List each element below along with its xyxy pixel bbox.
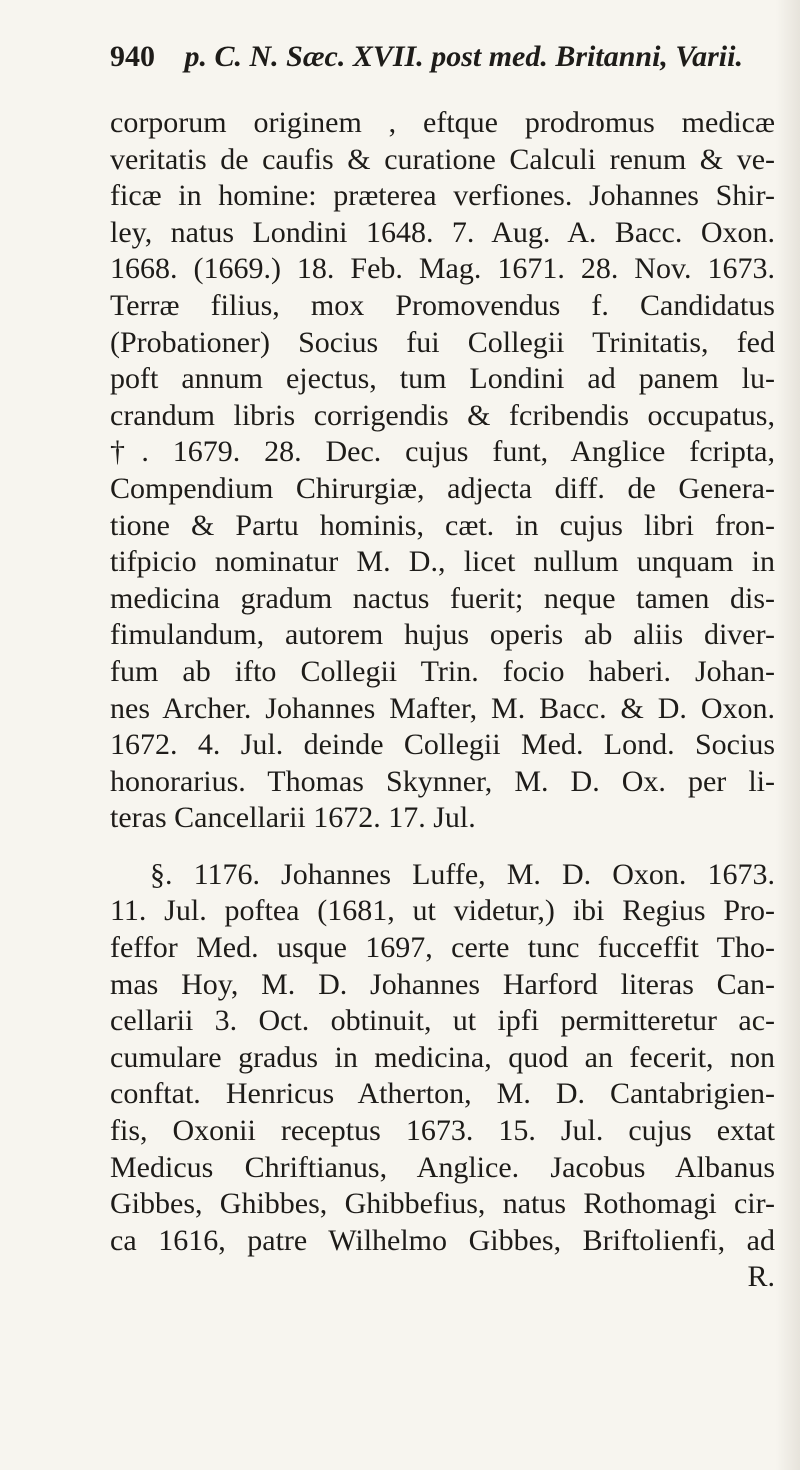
page-header bbox=[110, 40, 770, 74]
text-line: 1668. (1669.) 18. Feb. Mag. 1671. 28. Nov. 1673. bbox=[110, 252, 775, 286]
text-line: †. 1679. 28. Dec. cujus funt, Anglice fcripta, bbox=[110, 435, 775, 469]
text-line: cumulare gradus in medicina, quod an fecerit, non bbox=[110, 1040, 775, 1074]
paragraph-gap bbox=[110, 837, 775, 857]
text-line: Compendium Chirurgiæ, adjecta diff. de Genera- bbox=[110, 471, 775, 505]
text-line: Medicus Chriftianus, Anglice. Jacobus Albanus bbox=[110, 1150, 775, 1184]
page-edge-shadow bbox=[776, 0, 800, 1470]
running-head: p. C. N. Sæc. XVII. post med. Britanni, Varii. bbox=[184, 40, 743, 73]
text-line: teras Cancellarii 1672. 17. Jul. bbox=[110, 801, 476, 835]
text-line: medicina gradum nactus fuerit; neque tamen dis- bbox=[110, 581, 775, 615]
text-line: cellarii 3. Oct. obtinuit, ut ipfi permitteretur ac- bbox=[110, 1004, 775, 1038]
text-line: veritatis de caufis & curatione Calculi renum & ve- bbox=[110, 142, 775, 176]
text-line: mas Hoy, M. D. Johannes Harford literas Can- bbox=[110, 967, 775, 1001]
text-line: corporum originem , eftque prodromus medicæ bbox=[110, 106, 775, 139]
catchword: R. bbox=[747, 1260, 775, 1294]
text-line: §. 1176. Johannes Luffe, M. D. Oxon. 1673. bbox=[150, 857, 775, 891]
text-line: tifpicio nominatur M. D., licet nullum unquam in bbox=[110, 545, 775, 579]
text-line: ca 1616, patre Wilhelmo Gibbes, Briftolienfi, ad bbox=[110, 1223, 775, 1257]
text-line: poft annum ejectus, tum Londini ad panem lu- bbox=[110, 362, 775, 396]
text-line: honorarius. Thomas Skynner, M. D. Ox. per li- bbox=[110, 764, 775, 798]
text-line: 11. Jul. poftea (1681, ut videtur,) ibi Regius Pro- bbox=[110, 894, 775, 928]
text-line: (Probationer) Socius fui Collegii Trinitatis, fed bbox=[110, 325, 775, 359]
text-line: fis, Oxonii receptus 1673. 15. Jul. cujus extat bbox=[110, 1114, 775, 1148]
text-line: fum ab ifto Collegii Trin. focio haberi. Johan- bbox=[110, 654, 775, 688]
text-line: Terræ filius, mox Promovendus f. Candidatus bbox=[110, 288, 775, 322]
text-line: feffor Med. usque 1697, certe tunc fucceffit Tho- bbox=[110, 931, 775, 965]
text-line: nes Archer. Johannes Mafter, M. Bacc. & D. Oxon. bbox=[110, 691, 775, 725]
text-line: fimulandum, autorem hujus operis ab aliis diver- bbox=[110, 618, 775, 652]
text-line: ficæ in homine: præterea verfiones. Johannes Shir- bbox=[110, 179, 775, 213]
text-line: conftat. Henricus Atherton, M. D. Cantabrigien- bbox=[110, 1077, 775, 1111]
text-line: tione & Partu hominis, cæt. in cujus libri fron- bbox=[110, 508, 775, 542]
text-line: Gibbes, Ghibbes, Ghibbefius, natus Rothomagi cir- bbox=[110, 1187, 775, 1221]
text-line: 1672. 4. Jul. deinde Collegii Med. Lond. Socius bbox=[110, 728, 775, 762]
text-line: ley, natus Londini 1648. 7. Aug. A. Bacc. Oxon. bbox=[110, 215, 775, 249]
page-number: 940 bbox=[110, 40, 155, 73]
text-line: crandum libris corrigendis & fcribendis occupatus, bbox=[110, 398, 775, 432]
body-text bbox=[110, 105, 775, 1296]
